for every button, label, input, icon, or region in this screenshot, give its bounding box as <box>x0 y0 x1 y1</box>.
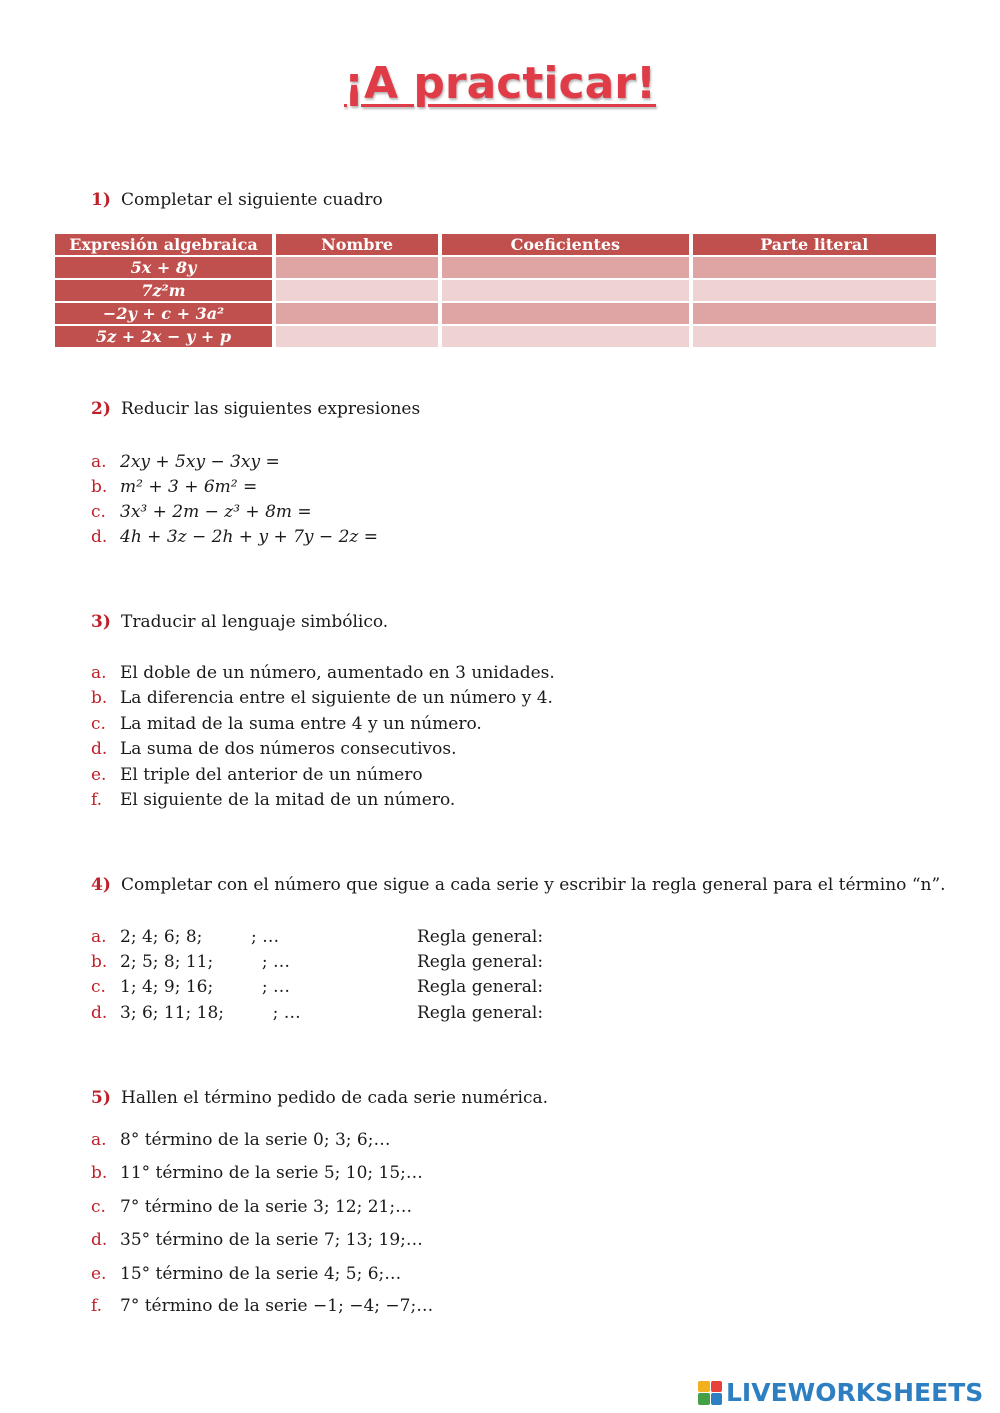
list-item: e. 15° término de la serie 4; 5; 6;… <box>91 1264 402 1284</box>
question-3-heading <box>91 612 388 632</box>
algebra-table <box>51 232 940 349</box>
parte-literal-answer-cell[interactable] <box>693 257 936 278</box>
nombre-answer-cell[interactable] <box>276 257 438 278</box>
table-row <box>55 257 936 278</box>
question-number: 2) <box>91 399 111 419</box>
list-item: b. La diferencia entre el siguiente de un número y 4. <box>91 688 553 708</box>
list-item: c. 1; 4; 9; 16; ; … <box>91 977 290 997</box>
header-nombre: Nombre <box>276 234 438 255</box>
list-item: f. El siguiente de la mitad de un número. <box>91 790 456 810</box>
question-number: 4) <box>91 875 111 895</box>
list-item: c. 3x³ + 2m − z³ + 8m = <box>91 502 312 522</box>
list-item: a. 2; 4; 6; 8; ; … <box>91 927 280 947</box>
header-parte-literal: Parte literal <box>693 234 936 255</box>
brand-name: LIVEWORKSHEETS <box>726 1378 984 1407</box>
list-item: a. 2xy + 5xy − 3xy = <box>91 452 280 472</box>
question-1-heading <box>91 190 383 210</box>
list-item: c. 7° término de la serie 3; 12; 21;… <box>91 1197 413 1217</box>
parte-literal-answer-cell[interactable] <box>693 303 936 324</box>
list-item: b. 2; 5; 8; 11; ; … <box>91 952 290 972</box>
question-text: Reducir las siguientes expresiones <box>121 399 421 419</box>
page-title: ¡A practicar! <box>343 58 657 109</box>
list-item: f. 7° término de la serie −1; −4; −7;… <box>91 1296 434 1316</box>
question-text: Completar con el número que sigue a cada serie y escribir la regla general para el término “n”. <box>121 875 946 895</box>
question-text: Completar el siguiente cuadro <box>121 190 383 210</box>
question-5-heading <box>91 1088 548 1108</box>
question-text: Traducir al lenguaje simbólico. <box>121 612 389 632</box>
nombre-answer-cell[interactable] <box>276 326 438 347</box>
list-item: e. El triple del anterior de un número <box>91 765 423 785</box>
parte-literal-answer-cell[interactable] <box>693 280 936 301</box>
table-header-row <box>55 234 936 255</box>
nombre-answer-cell[interactable] <box>276 303 438 324</box>
question-text: Hallen el término pedido de cada serie numérica. <box>121 1088 549 1108</box>
parte-literal-answer-cell[interactable] <box>693 326 936 347</box>
expression: 3x³ + 2m − z³ + 8m = <box>120 502 312 522</box>
rule-label: Regla general: <box>417 977 544 997</box>
list-item: b. m² + 3 + 6m² = <box>91 477 258 497</box>
liveworksheets-logo <box>698 1378 983 1407</box>
table-row <box>55 303 936 324</box>
rule-label: Regla general: <box>417 1003 544 1023</box>
list-item: a. 8° término de la serie 0; 3; 6;… <box>91 1130 391 1150</box>
expression-cell: 5x + 8y <box>55 257 272 278</box>
expression-cell: 5z + 2x − y + p <box>55 326 272 347</box>
coeficientes-answer-cell[interactable] <box>442 326 688 347</box>
table-row <box>55 326 936 347</box>
list-item: b. 11° término de la serie 5; 10; 15;… <box>91 1163 423 1183</box>
expression: 2xy + 5xy − 3xy = <box>120 452 280 472</box>
question-number: 5) <box>91 1088 111 1108</box>
list-item: d. 4h + 3z − 2h + y + 7y − 2z = <box>91 527 379 547</box>
question-4-heading <box>91 875 946 895</box>
list-item: c. La mitad de la suma entre 4 y un número. <box>91 714 482 734</box>
table-row <box>55 280 936 301</box>
nombre-answer-cell[interactable] <box>276 280 438 301</box>
expression-cell: −2y + c + 3a² <box>55 303 272 324</box>
question-2-heading <box>91 399 420 419</box>
coeficientes-answer-cell[interactable] <box>442 280 688 301</box>
expression: m² + 3 + 6m² = <box>120 477 258 497</box>
rule-label: Regla general: <box>417 952 544 972</box>
list-item: a. El doble de un número, aumentado en 3 unidades. <box>91 663 555 683</box>
list-item: d. La suma de dos números consecutivos. <box>91 739 457 759</box>
header-expresion: Expresión algebraica <box>55 234 272 255</box>
list-item: d. 3; 6; 11; 18; ; … <box>91 1003 301 1023</box>
expression-cell: 7z²m <box>55 280 272 301</box>
rule-label: Regla general: <box>417 927 544 947</box>
coeficientes-answer-cell[interactable] <box>442 303 688 324</box>
coeficientes-answer-cell[interactable] <box>442 257 688 278</box>
question-number: 1) <box>91 190 111 210</box>
header-coeficientes: Coeficientes <box>442 234 688 255</box>
question-number: 3) <box>91 612 111 632</box>
logo-grid-icon <box>698 1381 722 1405</box>
expression: 4h + 3z − 2h + y + 7y − 2z = <box>120 527 379 547</box>
list-item: d. 35° término de la serie 7; 13; 19;… <box>91 1230 423 1250</box>
